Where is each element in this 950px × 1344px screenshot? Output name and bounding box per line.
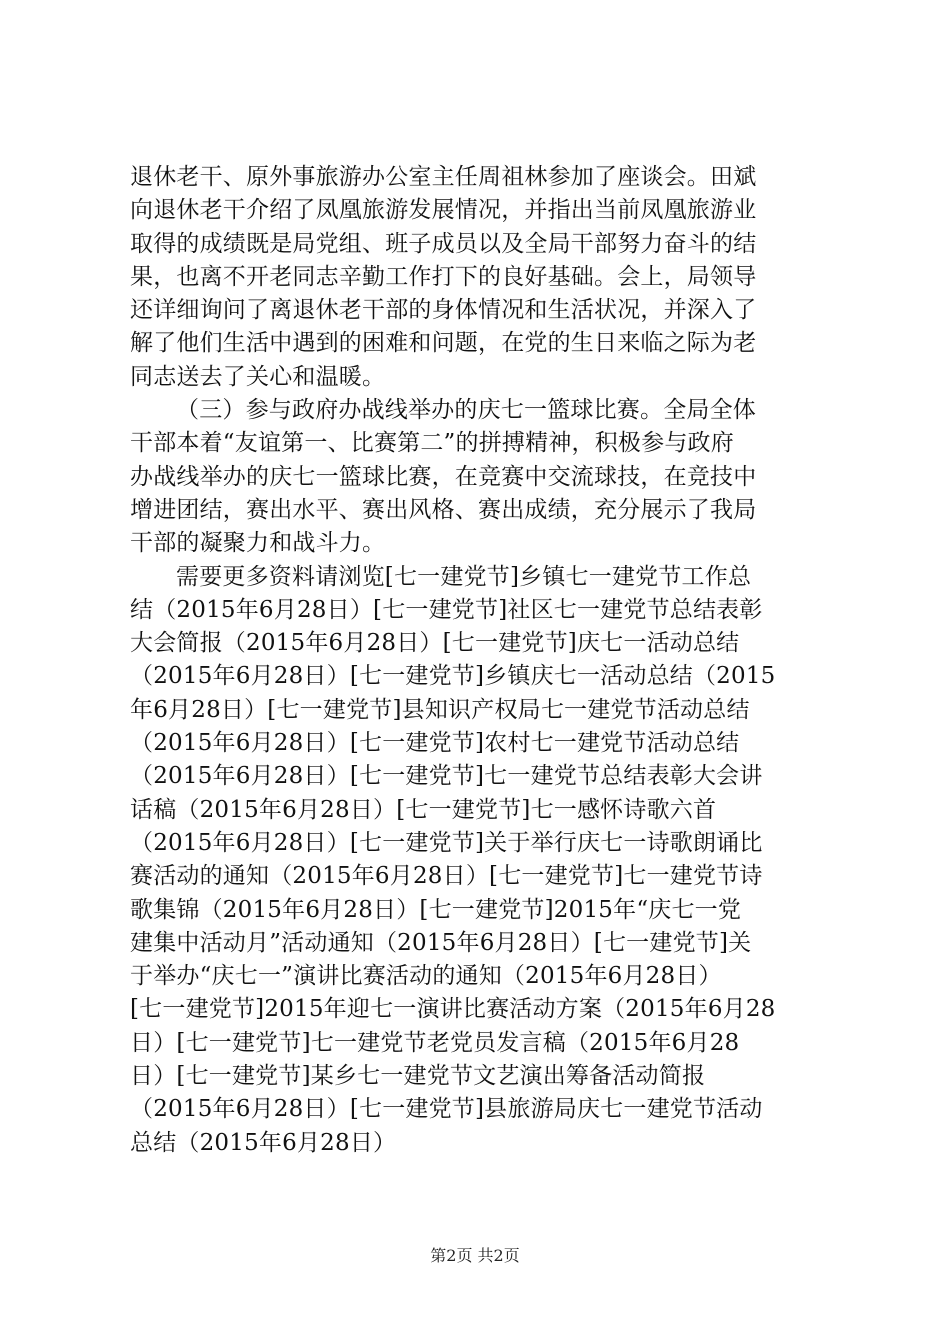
text-line: 歌集锦（2015年6月28日）[七一建党节]2015年“庆七一党 bbox=[130, 896, 742, 923]
text-line: 干部的凝聚力和战斗力。 bbox=[130, 530, 386, 557]
page-number-footer: 第2页 共2页 bbox=[430, 1246, 520, 1265]
paragraph-start-line: （三）参与政府办战线举办的庆七一篮球比赛。全局全体 bbox=[176, 397, 756, 424]
text-line: 日）[七一建党节]七一建党节老党员发言稿（2015年6月28 bbox=[130, 1029, 740, 1056]
text-line: （2015年6月28日）[七一建党节]县旅游局庆七一建党节活动 bbox=[130, 1096, 763, 1123]
text-line: （2015年6月28日）[七一建党节]农村七一建党节活动总结 bbox=[130, 730, 740, 757]
text-line: 同志送去了关心和温暖。 bbox=[130, 363, 386, 390]
paragraph-start-line: 需要更多资料请浏览[七一建党节]乡镇七一建党节工作总 bbox=[176, 563, 752, 590]
text-line: （2015年6月28日）[七一建党节]关于举行庆七一诗歌朗诵比 bbox=[130, 829, 763, 856]
text-line: 退休老干、原外事旅游办公室主任周祖林参加了座谈会。田斌 bbox=[130, 164, 757, 190]
text-line: 日）[七一建党节]某乡七一建党节文艺演出筹备活动简报 bbox=[130, 1063, 706, 1090]
text-line: 办战线举办的庆七一篮球比赛，在竞赛中交流球技，在竞技中 bbox=[130, 463, 757, 490]
text-line: 果，也离不开老同志辛勤工作打下的良好基础。会上，局领导 bbox=[130, 263, 757, 290]
text-line: 干部本着“友谊第一、比赛第二”的拼搏精神，积极参与政府 bbox=[130, 430, 734, 457]
text-line: 结（2015年6月28日）[七一建党节]社区七一建党节总结表彰 bbox=[130, 596, 763, 623]
text-line: 增进团结，赛出水平、赛出风格、赛出成绩，充分展示了我局 bbox=[130, 496, 757, 523]
text-line: 话稿（2015年6月28日）[七一建党节]七一感怀诗歌六首 bbox=[130, 796, 717, 823]
text-line: 总结（2015年6月28日） bbox=[130, 1129, 397, 1156]
text-line: 大会简报（2015年6月28日）[七一建党节]庆七一活动总结 bbox=[130, 630, 740, 657]
text-line: 赛活动的通知（2015年6月28日）[七一建党节]七一建党节诗 bbox=[130, 863, 763, 890]
document-body bbox=[130, 161, 827, 1160]
text-line: （2015年6月28日）[七一建党节]乡镇庆七一活动总结（2015 bbox=[130, 663, 776, 690]
text-line: 建集中活动月”活动通知（2015年6月28日）[七一建党节]关 bbox=[130, 929, 752, 956]
text-line: 年6月28日）[七一建党节]县知识产权局七一建党节活动总结 bbox=[130, 696, 750, 723]
text-line: 解了他们生活中遇到的困难和问题，在党的生日来临之际为老 bbox=[130, 330, 757, 357]
text-line: 于举办“庆七一”演讲比赛活动的通知（2015年6月28日） bbox=[130, 963, 722, 990]
text-line: （2015年6月28日）[七一建党节]七一建党节总结表彰大会讲 bbox=[130, 763, 763, 790]
text-line: [七一建党节]2015年迎七一演讲比赛活动方案（2015年6月28 bbox=[130, 996, 776, 1023]
text-line: 向退休老干介绍了凤凰旅游发展情况，并指出当前凤凰旅游业 bbox=[130, 197, 757, 224]
text-line: 取得的成绩既是局党组、班子成员以及全局干部努力奋斗的结 bbox=[130, 230, 757, 257]
text-line: 还详细询问了离退休老干部的身体情况和生活状况，并深入了 bbox=[130, 297, 757, 324]
